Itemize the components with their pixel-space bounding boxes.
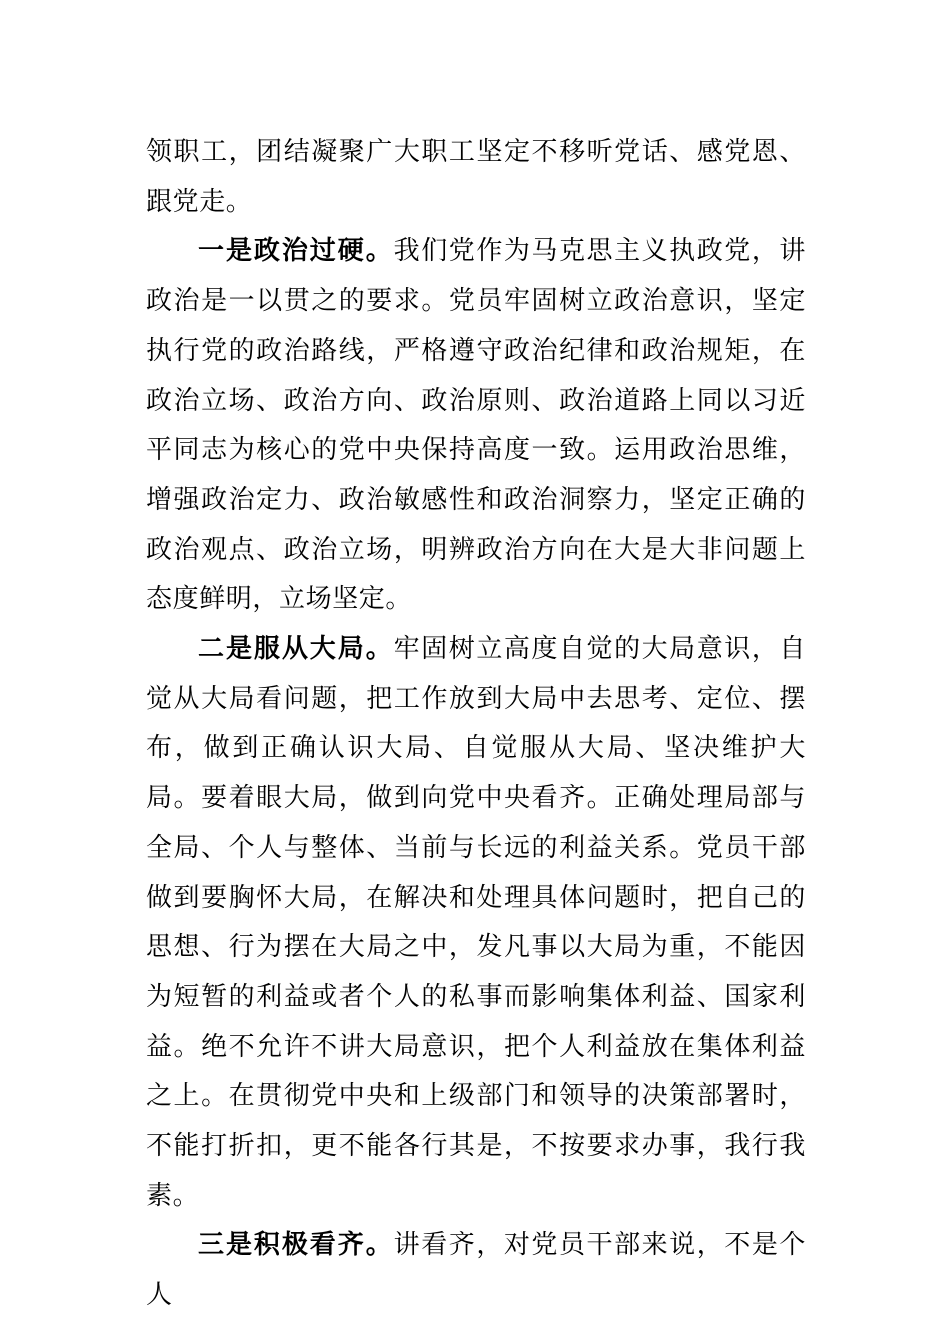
paragraph-heading: 一是政治过硬。	[198, 236, 394, 267]
paragraph-actively-align	[146, 1221, 806, 1320]
paragraph-continued	[146, 128, 806, 227]
paragraph-text: 讲看齐，对党员干部来说，不是个人	[146, 1230, 806, 1311]
paragraph-text: 我们党作为马克思主义执政党，讲政治是一以贯之的要求。党员牢固树立政治意识，坚定执行党的政治路线，严格遵守政治纪律和政治规矩，在政治立场、政治方向、政治原则、政治道路上同以习近平同志为核心的党中央保持高度一致。运用政治思维，增强政治定力、政治敏感性和政治洞察力，坚定正确的政治观点、政治立场，明辨政治方向在大是大非问题上态度鲜明，立场坚定。	[146, 236, 806, 615]
paragraph-text: 领职工，团结凝聚广大职工坚定不移听党话、感党恩、跟党走。	[146, 137, 806, 217]
paragraph-obey-overall-situation	[146, 625, 806, 1221]
paragraph-text: 牢固树立高度自觉的大局意识，自觉从大局看问题，把工作放到大局中去思考、定位、摆布，做到正确认识大局、自觉服从大局、坚决维护大局。要着眼大局，做到向党中央看齐。正确处理局部与全局、个人与整体、当前与长远的利益关系。党员干部做到要胸怀大局，在解决和处理具体问题时，把自己的思想、行为摆在大局之中，发凡事以大局为重，不能因为短暂的利益或者个人的私事而影响集体利益、国家利益。绝不允许不讲大局意识，把个人利益放在集体利益之上。在贯彻党中央和上级部门和领导的决策部署时，不能打折扣，更不能各行其是，不按要求办事，我行我素。	[146, 634, 806, 1211]
paragraph-heading: 三是积极看齐。	[198, 1230, 394, 1261]
paragraph-heading: 二是服从大局。	[198, 634, 394, 665]
document-body	[146, 128, 806, 1321]
paragraph-political-firmness	[146, 227, 806, 625]
